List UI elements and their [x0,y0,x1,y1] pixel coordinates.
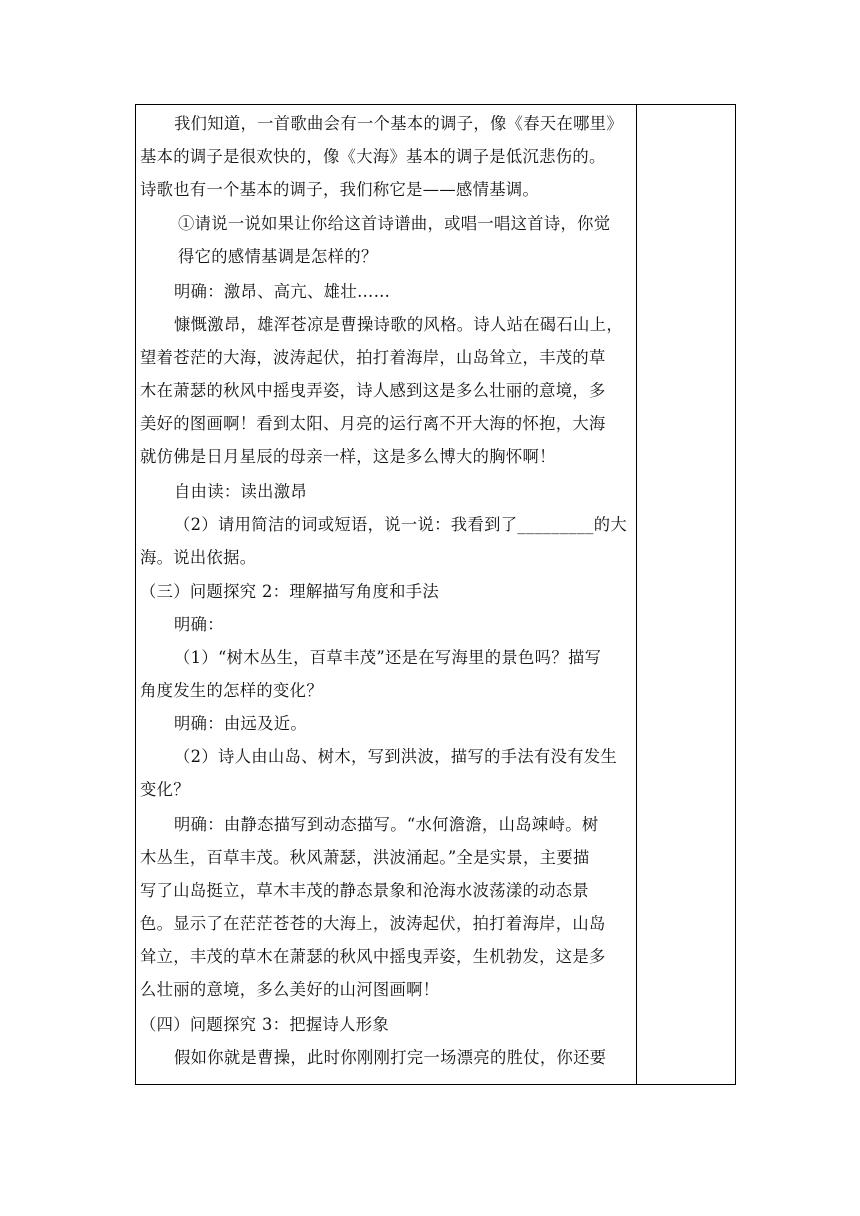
text-line: 角度发生的怎样的变化？ [140,681,323,700]
text-line: 美好的图画啊！看到太阳、月亮的运行离不开大海的怀抱，大海 [140,414,606,433]
section-heading: （三）问题探究 2：理解描写角度和手法 [140,582,439,601]
text-line: 我们知道，一首歌曲会有一个基本的调子，像《春天在哪里》 [174,114,624,133]
text-line: （1）“树木丛生，百草丰茂”还是在写海里的景色吗？描写 [174,648,602,667]
text-line: 慷慨激昂，雄浑苍凉是曹操诗歌的风格。诗人站在碣石山上， [174,315,624,334]
text-line: 明确： [174,615,224,634]
text-line: 得它的感情基调是怎样的？ [178,247,378,266]
text-line: 木丛生，百草丰茂。秋风萧瑟，洪波涌起。”全是实景，主要描 [140,848,590,867]
text-line: 耸立，丰茂的草木在萧瑟的秋风中摇曳弄姿，生机勃发，这是多 [140,947,606,966]
text-line: 明确：由静态描写到动态描写。“水何澹澹，山岛竦峙。树 [174,815,599,834]
text-line: 写了山岛挺立，草木丰茂的静态景象和沧海水波荡漾的动态景 [140,881,590,900]
text-line: 明确：激昂、高亢、雄壮…… [174,282,391,301]
text-line: 基本的调子是很欢快的，像《大海》基本的调子是低沉悲伤的。 [140,147,606,166]
text-line: （2）请用简洁的词或短语，说一说：我看到了_________的大 [174,515,628,534]
text-line: 色。显示了在茫茫苍苍的大海上，波涛起伏，拍打着海岸，山岛 [140,914,606,933]
section-heading: （四）问题探究 3：把握诗人形象 [140,1015,390,1034]
text-line: 木在萧瑟的秋风中摇曳弄姿，诗人感到这是多么壮丽的意境，多 [140,381,606,400]
text-line: 么壮丽的意境，多么美好的山河图画啊！ [140,980,440,999]
text-line: 明确：由远及近。 [174,714,308,733]
text-line: 变化？ [140,780,190,799]
table-column-divider [636,104,637,1085]
text-line: （2）诗人由山岛、树木，写到洪波，描写的手法有没有发生 [174,747,618,766]
text-line: 就仿佛是日月星辰的母亲一样，这是多么博大的胸怀啊！ [140,447,556,466]
text-line: 假如你就是曹操，此时你刚刚打完一场漂亮的胜仗，你还要 [174,1048,607,1067]
text-line: ①请说一说如果让你给这首诗谱曲，或唱一唱这首诗，你觉 [178,214,611,233]
text-line: 自由读：读出激昂 [174,482,308,501]
text-line: 望着苍茫的大海，波涛起伏，拍打着海岸，山岛耸立，丰茂的草 [140,348,606,367]
text-line: 海。说出依据。 [140,548,257,567]
text-line: 诗歌也有一个基本的调子，我们称它是——感情基调。 [140,180,540,199]
